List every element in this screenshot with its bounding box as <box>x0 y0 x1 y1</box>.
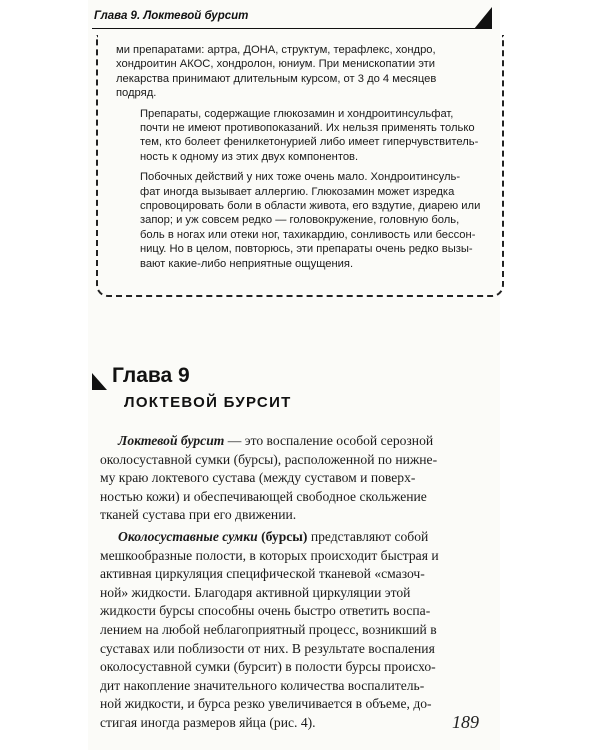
body-line: ностью кожи) и обеспечивающей свободное скольжение <box>100 488 427 504</box>
page-number: 189 <box>452 712 479 732</box>
running-head-title: Глава 9. Локтевой бурсит <box>94 10 249 22</box>
sidebar-line: фат иногда вызывает аллергию. Глюкозамин может изредка <box>140 185 455 198</box>
sidebar-line: хондроитин АКОС, хондролон, юниум. При менископатии эти <box>116 58 436 71</box>
sidebar-line: ницу. Но в целом, повторюсь, эти препараты очень редко вызы- <box>140 243 473 256</box>
paragraph-bursae <box>100 528 500 733</box>
corner-triangle-icon <box>474 7 492 29</box>
body-line: лением на любой неблагоприятный процесс, возникший в <box>100 621 437 637</box>
sidebar-line: Препараты, содержащие глюкозамин и хондроитинсульфат, <box>140 107 454 120</box>
sidebar-paragraph-continued <box>116 43 492 101</box>
body-line: суставах или поблизости от них. В результате воспаления <box>100 640 435 656</box>
sidebar-line: боль в ногах или отеки ног, тахикардию, сонливость или бессон- <box>140 228 476 241</box>
paragraph-definition <box>100 432 500 525</box>
chapter-title: Глава 9 <box>112 364 190 387</box>
body-line: му краю локтевого сустава (между суставом и поверх- <box>100 470 416 486</box>
sidebar-line: вают какие-либо неприятные ощущения. <box>140 257 354 270</box>
sidebar-line: лекарства принимают длительным курсом, от 3 до 4 месяцев <box>116 72 437 85</box>
sidebar-line: подряд. <box>116 87 157 100</box>
body-line: жидкости бурсы способны очень быстро ответить воспа- <box>100 603 431 619</box>
sidebar-line: ность к одному из этих двух компонентов. <box>140 150 359 163</box>
sidebar-line: спровоцировать боли в области живота, его вздутие, диарею или <box>140 200 481 213</box>
sidebar-note-box <box>96 35 504 297</box>
body-line: ной» жидкости. Благодаря активной циркуляции этой <box>100 584 411 600</box>
term-bursitis: Локтевой бурсит <box>118 433 225 448</box>
sidebar-line: ми препаратами: артра, ДОНА, структум, терафлекс, хондро, <box>116 44 436 56</box>
body-line: Локтевой бурсит — это воспаление особой серозной <box>118 433 434 448</box>
term-bursae: Околосуставные сумки <box>118 528 258 544</box>
body-line: мешкообразные полости, в которых происходит быстрая и <box>100 547 439 563</box>
body-text <box>100 432 500 733</box>
sidebar-paragraph-side-effects <box>116 170 492 271</box>
body-line: тканей сустава при его движении. <box>100 507 297 523</box>
running-head-rule <box>92 28 477 29</box>
body-line: Околосуставные сумки (бурсы) представляют собой <box>118 528 429 544</box>
chapter-marker-icon <box>92 373 107 390</box>
body-line: околосуставной сумки (бурсит) в полости бурсы происхо- <box>100 659 436 675</box>
sidebar-line: Побочных действий у них тоже очень мало. Хондроитинсуль- <box>140 171 461 184</box>
body-line: ной жидкости, и бурса резко увеличивается в объеме, до- <box>100 696 432 712</box>
chapter-subtitle: ЛОКТЕВОЙ БУРСИТ <box>124 394 292 411</box>
sidebar-paragraph-contraindications <box>116 107 492 165</box>
body-line: дит накопление значительного количества воспалитель- <box>100 677 425 693</box>
sidebar-line: тем, кто болеет фенилкетонурией либо имеет гиперчувствитель- <box>140 136 479 149</box>
body-line: околосуставной сумки (бурсы), расположенной по нижне- <box>100 451 438 467</box>
sidebar-line: почти не имеют противопоказаний. Их нельзя применять только <box>140 122 475 135</box>
sidebar-line: запор; и уж совсем редко — головокружение, головную боль, <box>140 214 460 227</box>
body-line: активная циркуляция специфической тканевой «смазоч- <box>100 566 425 582</box>
running-head <box>92 7 492 31</box>
body-line: стигая иногда размеров яйца (рис. 4). <box>100 714 316 730</box>
